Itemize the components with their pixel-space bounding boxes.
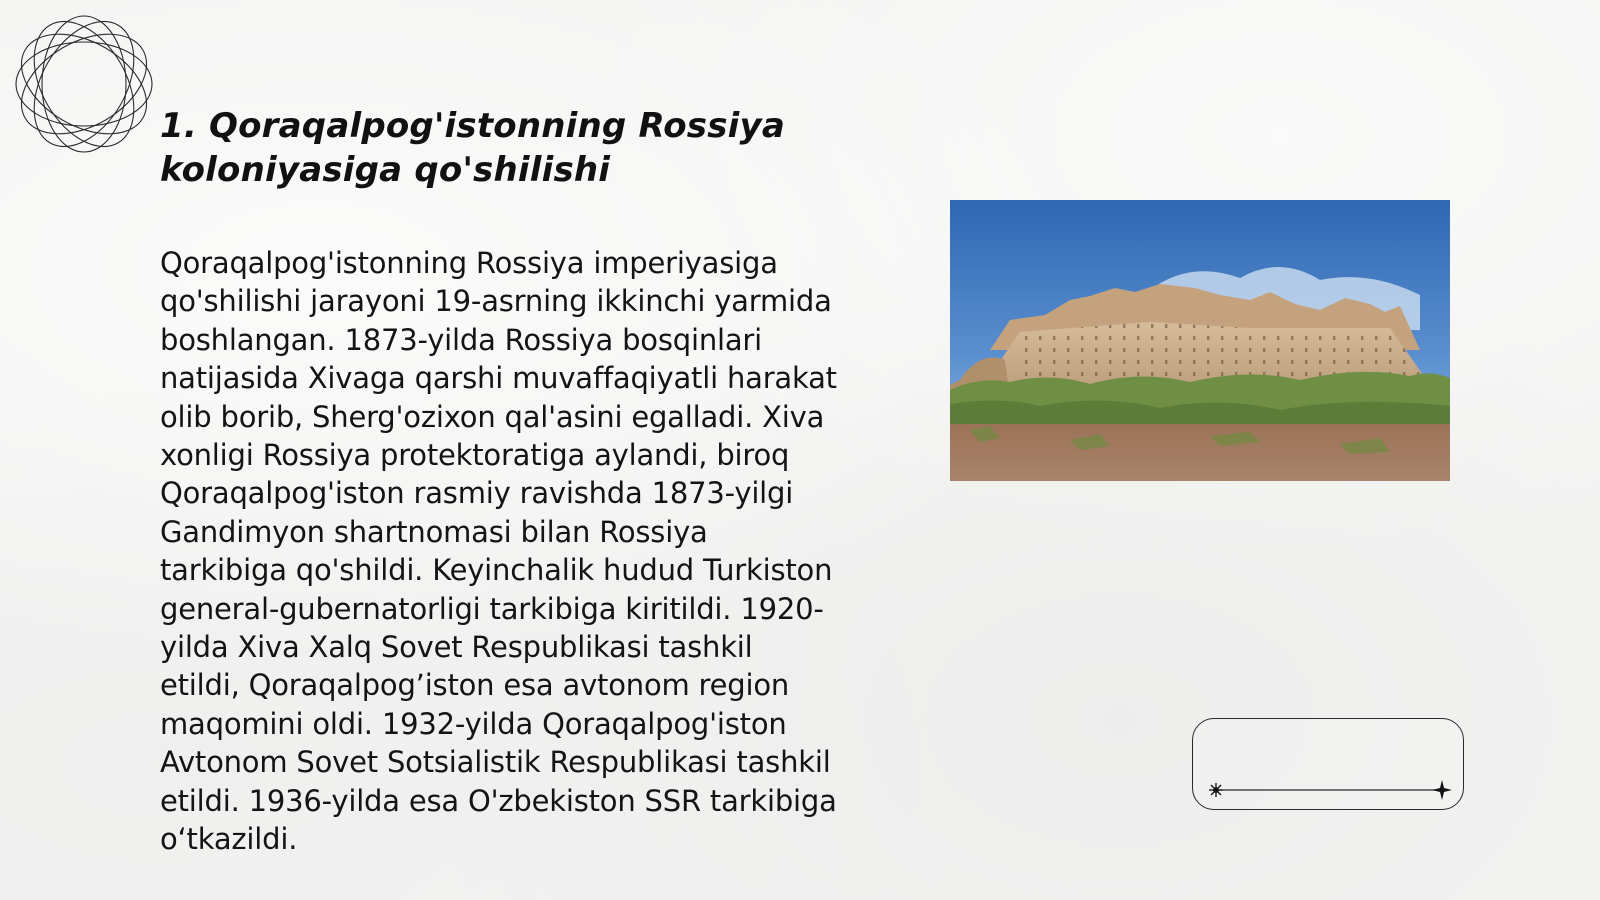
decorative-line [1206,780,1456,800]
circle-ornament-icon [10,10,158,158]
fortress-photo [950,200,1450,481]
slide-title: 1. Qoraqalpog'istonning Rossiya koloniyasiga qo'shilishi [160,106,785,190]
sparkle-icon [1209,783,1223,797]
slide-body-text: Qoraqalpog'istonning Rossiya imperiyasiga qo'shilishi jarayoni 19-asrning ikkinchi yarmida boshlangan. 1873-yilda Rossiya bosqinlari natijasida Xivaga qarshi muvaffaqiyatli harakat olib borib, Sherg'ozixon qal'asini egalladi. Xiva xonligi Rossiya protektoratiga aylandi, biroq Qoraqalpog'iston rasmiy ravishda 1873-yilgi Gandimyon shartnomasi bilan Rossiya tarkibiga qo'shildi. Keyinchalik hudud Turkiston general-gubernatorligi tarkibiga kiritildi. 1920-yilda Xiva Xalq Sovet Respublikasi tashkil etildi, Qoraqalpog’iston esa avtonom region maqomini oldi. 1932-yilda Qoraqalpog'iston Avtonom Sovet Sotsialistik Respublikasi tashkil etildi. 1936-yilda esa O'zbekiston SSR tarkibiga o‘tkazildi. [160,246,837,857]
cross-star-icon [1432,780,1452,800]
